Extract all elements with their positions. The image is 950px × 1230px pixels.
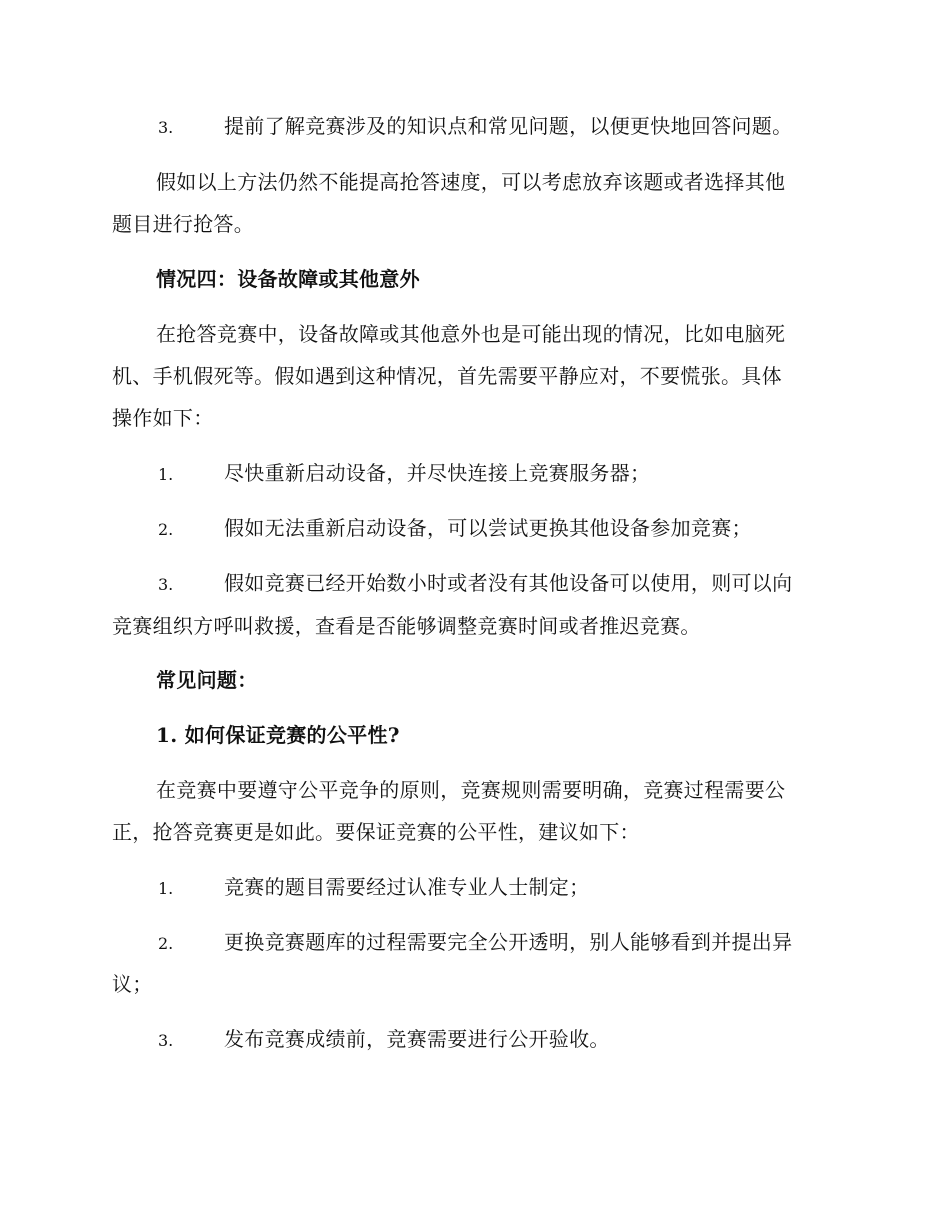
- paragraph-line: 操作如下：: [112, 406, 214, 430]
- list-item-text: 假如无法重新启动设备，可以尝试更换其他设备参加竞赛；: [224, 516, 752, 540]
- paragraph-line: 在竞赛中要遵守公平竞争的原则，竞赛规则需要明确，竞赛过程需要公: [156, 778, 786, 802]
- list-item-text: 提前了解竞赛涉及的知识点和常见问题，以便更快地回答问题。: [224, 114, 793, 138]
- paragraph-line: 正，抢答竞赛更是如此。要保证竞赛的公平性，建议如下：: [112, 820, 640, 844]
- subsection-heading: 1. 如何保证竞赛的公平性?: [156, 723, 400, 747]
- paragraph-line: 假如以上方法仍然不能提高抢答速度，可以考虑放弃该题或者选择其他: [156, 170, 786, 194]
- paragraph-line: 在抢答竞赛中，设备故障或其他意外也是可能出现的情况，比如电脑死: [156, 322, 786, 346]
- section-heading: 情况四：设备故障或其他意外: [156, 267, 420, 291]
- list-number: 1.: [158, 879, 174, 898]
- list-number: 3.: [158, 118, 174, 137]
- list-number: 3.: [158, 1031, 174, 1050]
- list-item-text: 尽快重新启动设备，并尽快连接上竞赛服务器；: [224, 461, 651, 485]
- list-number: 2.: [158, 520, 174, 539]
- list-item-text: 发布竞赛成绩前，竞赛需要进行公开验收。: [224, 1027, 610, 1051]
- list-number: 2.: [158, 934, 174, 953]
- paragraph-line: 题目进行抢答。: [112, 212, 255, 236]
- list-item-text: 假如竞赛已经开始数小时或者没有其他设备可以使用，则可以向: [224, 571, 793, 595]
- paragraph-line: 机、手机假死等。假如遇到这种情况，首先需要平静应对，不要慌张。具体: [112, 364, 782, 388]
- list-item-text: 更换竞赛题库的过程需要完全公开透明，别人能够看到并提出异: [224, 930, 793, 954]
- section-heading: 常见问题：: [156, 668, 258, 692]
- list-number: 1.: [158, 465, 174, 484]
- list-number: 3.: [158, 575, 174, 594]
- list-item-text-continued: 竞赛组织方呼叫救援，查看是否能够调整竞赛时间或者推迟竞赛。: [112, 614, 701, 638]
- list-item-text-continued: 议；: [112, 972, 153, 996]
- list-item-text: 竞赛的题目需要经过认准专业人士制定；: [224, 875, 590, 899]
